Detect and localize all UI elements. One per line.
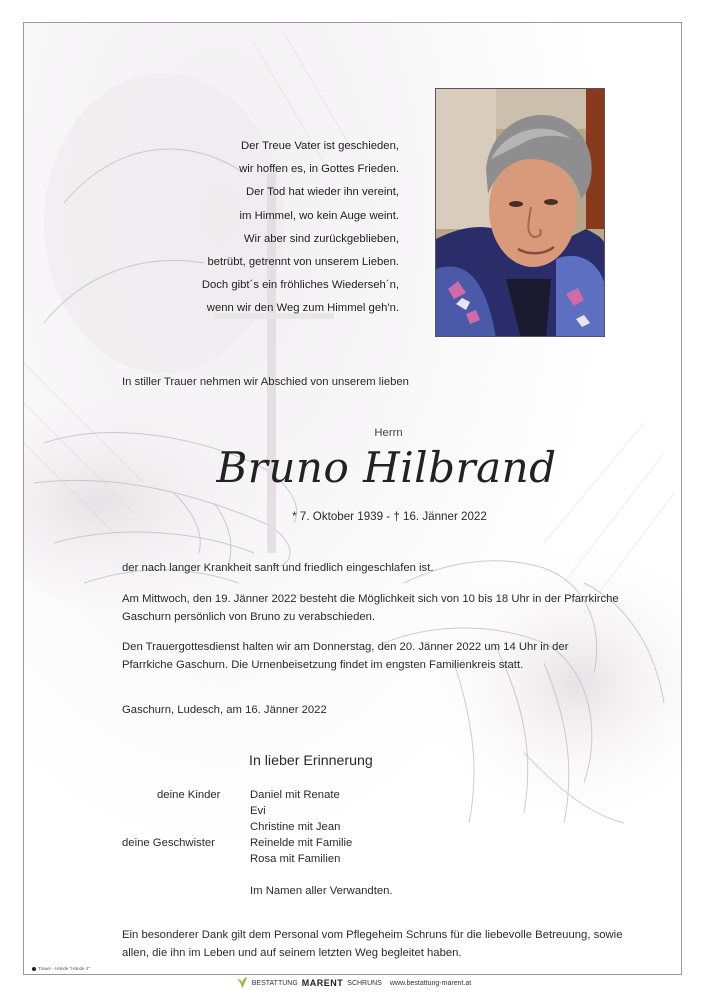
thanks-text: Ein besonderer Dank gilt dem Personal vom Pflegeheim Schruns für die liebevolle Betreuung, sowie allen, die ihn im Leben und auf seinem letzten Weg begleitet haben. [122,929,623,959]
relation-label: deine Kinder [157,789,221,801]
paragraph-passing: der nach langer Krankheit sanft und friedlich eingeschlafen ist. [122,562,434,574]
mourner-name: Im Namen aller Verwandten. [250,885,393,897]
footer-prefix: BESTATTUNG [251,979,298,987]
poem-line: Doch gibt´s ein fröhliches Wiederseh´n, [201,279,399,292]
footer-website: www.bestattung-marent.at [389,979,472,987]
relation-label: deine Geschwister [122,837,215,849]
mourner-name: Daniel mit Renate [250,789,340,801]
mourner-name: Christine mit Jean [250,821,341,833]
image-credit [32,966,90,971]
mourner-row [122,883,522,899]
mourners-list [122,787,522,899]
poem-line: Der Treue Vater ist geschieden, [240,140,399,152]
obituary-card [23,22,682,975]
mourner-name: Evi [250,805,266,817]
poem-line: Wir aber sind zurückgeblieben, [243,232,399,245]
footer [0,976,707,996]
mourner-row [122,803,522,819]
portrait-photo [435,88,605,337]
intro-text: In stiller Trauer nehmen wir Abschied von unserem lieben [122,376,409,388]
footer-brand-line [236,976,471,990]
paragraph-viewing: Am Mittwoch, den 19. Jänner 2022 besteht die Möglichkeit sich von 10 bis 18 Uhr in der Pfarrkirche Gaschurn persönlich von Bruno zu verabschieden. [122,593,619,623]
memorial-poem [144,135,399,321]
portrait-illustration [436,89,605,337]
poem-line: im Himmel, wo kein Auge weint. [239,209,399,222]
mourner-row [122,819,522,835]
footer-brand: MARENT [301,978,344,988]
poem-line: wenn wir den Weg zum Himmel geh'n. [206,302,399,315]
mourner-row [122,867,522,883]
leaf-logo-icon [236,976,248,990]
mourner-row [122,787,522,803]
mourner-row [122,851,522,867]
memory-heading: In lieber Erinnerung [249,753,373,769]
paragraph-service: Den Trauergottesdienst halten wir am Donnerstag, den 20. Jänner 2022 um 14 Uhr in der Pfarrkiche Gaschurn. Die Urnenbeisetzung findet im engsten Familienkreis statt. [122,641,569,671]
poem-line: Der Tod hat wieder ihn vereint, [245,186,399,199]
life-dates: * 7. Oktober 1939 - † 16. Jänner 2022 [292,510,487,523]
credit-bullet-icon [32,967,36,971]
poem-line: wir hoffen es, in Gottes Frieden. [239,163,399,176]
mourner-row [122,835,522,851]
image-credit-text: Trauer - Hände "Hände 4" [38,966,90,971]
place-and-date: Gaschurn, Ludesch, am 16. Jänner 2022 [122,704,327,716]
salutation: Herrn [374,427,403,439]
mourner-name: Rosa mit Familien [250,853,341,865]
deceased-name: Bruno Hilbrand [216,443,557,492]
footer-town: SCHRUNS [347,979,382,987]
mourner-name: Reinelde mit Familie [250,837,353,849]
poem-line: betrübt, getrennt von unserem Lieben. [207,256,399,269]
